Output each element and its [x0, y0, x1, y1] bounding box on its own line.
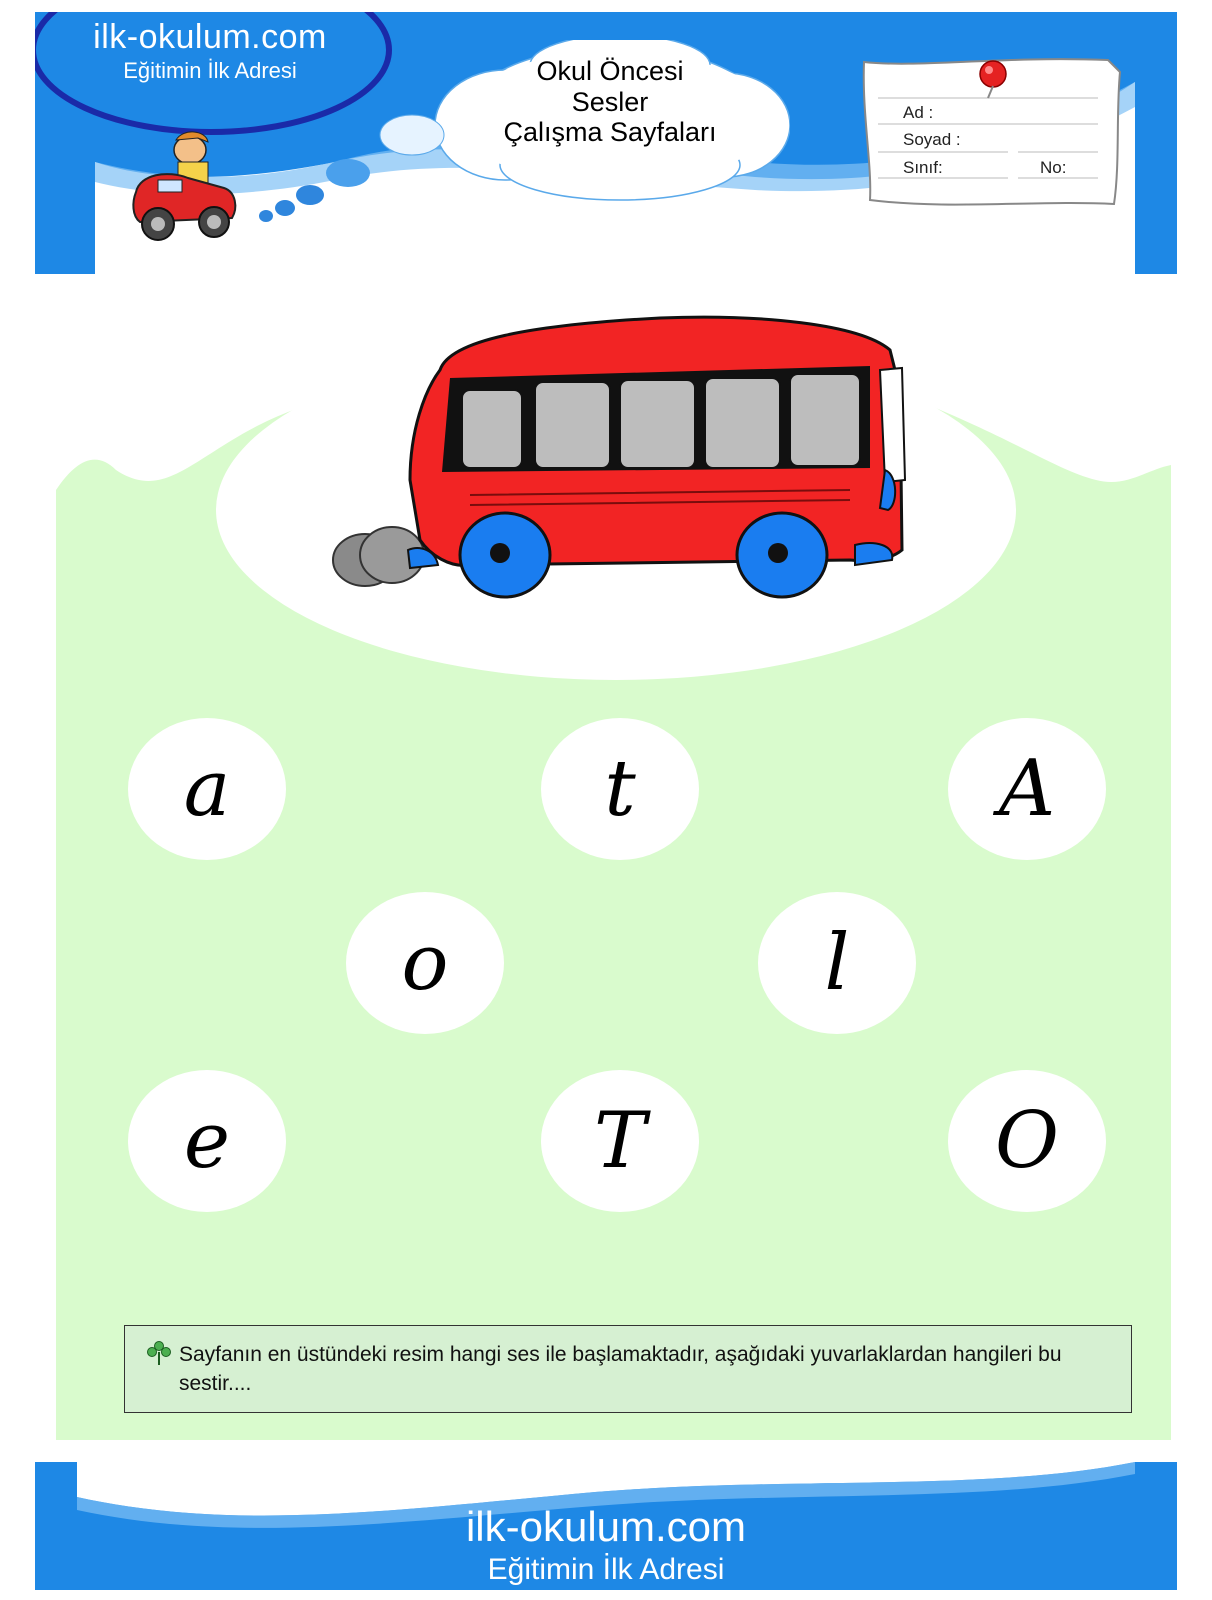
title-line-2: Sesler: [571, 87, 649, 117]
letter-circle[interactable]: [541, 718, 699, 860]
header-brand-tagline: Eğitimin İlk Adresi: [123, 58, 297, 83]
kid-car-illustration: [128, 130, 243, 252]
instruction-box: [124, 1325, 1132, 1413]
surname-label: Soyad :: [903, 130, 961, 149]
letter-t-lower: t: [604, 744, 636, 834]
bus-illustration: [330, 310, 920, 610]
title-line-3: Çalışma Sayfaları: [503, 117, 717, 147]
letter-circle[interactable]: [758, 892, 916, 1034]
number-label: No:: [1040, 158, 1067, 177]
letter-circle[interactable]: [948, 718, 1106, 860]
instruction-text: Sayfanın en üstündeki resim hangi ses ile başlamaktadır, aşağıdaki yuvarlaklardan hangileri bu sestir....: [179, 1343, 1062, 1395]
letter-circle[interactable]: [128, 1070, 286, 1212]
letter-o-upper: O: [995, 1096, 1059, 1186]
letter-o-lower: o: [401, 918, 449, 1008]
letter-circle[interactable]: [948, 1070, 1106, 1212]
letter-a-upper: A: [998, 744, 1056, 834]
letter-a-lower: a: [183, 744, 231, 834]
letter-l-lower: l: [824, 918, 850, 1008]
letter-circle[interactable]: [128, 718, 286, 860]
clover-icon: [145, 1339, 173, 1367]
letter-t-upper: T: [593, 1096, 647, 1186]
class-label: Sınıf:: [903, 158, 943, 177]
name-label: Ad :: [903, 103, 934, 122]
footer-brand-name: ilk-okulum.com: [465, 1503, 747, 1550]
name-tag-note: [858, 54, 1128, 214]
letter-circle[interactable]: [346, 892, 504, 1034]
title-line-1: Okul Öncesi: [536, 56, 684, 86]
letter-e-lower: e: [183, 1096, 231, 1186]
header-brand-name: ilk-okulum.com: [93, 18, 327, 56]
letter-circle[interactable]: [541, 1070, 699, 1212]
footer-brand-tagline: Eğitimin İlk Adresi: [487, 1553, 725, 1586]
